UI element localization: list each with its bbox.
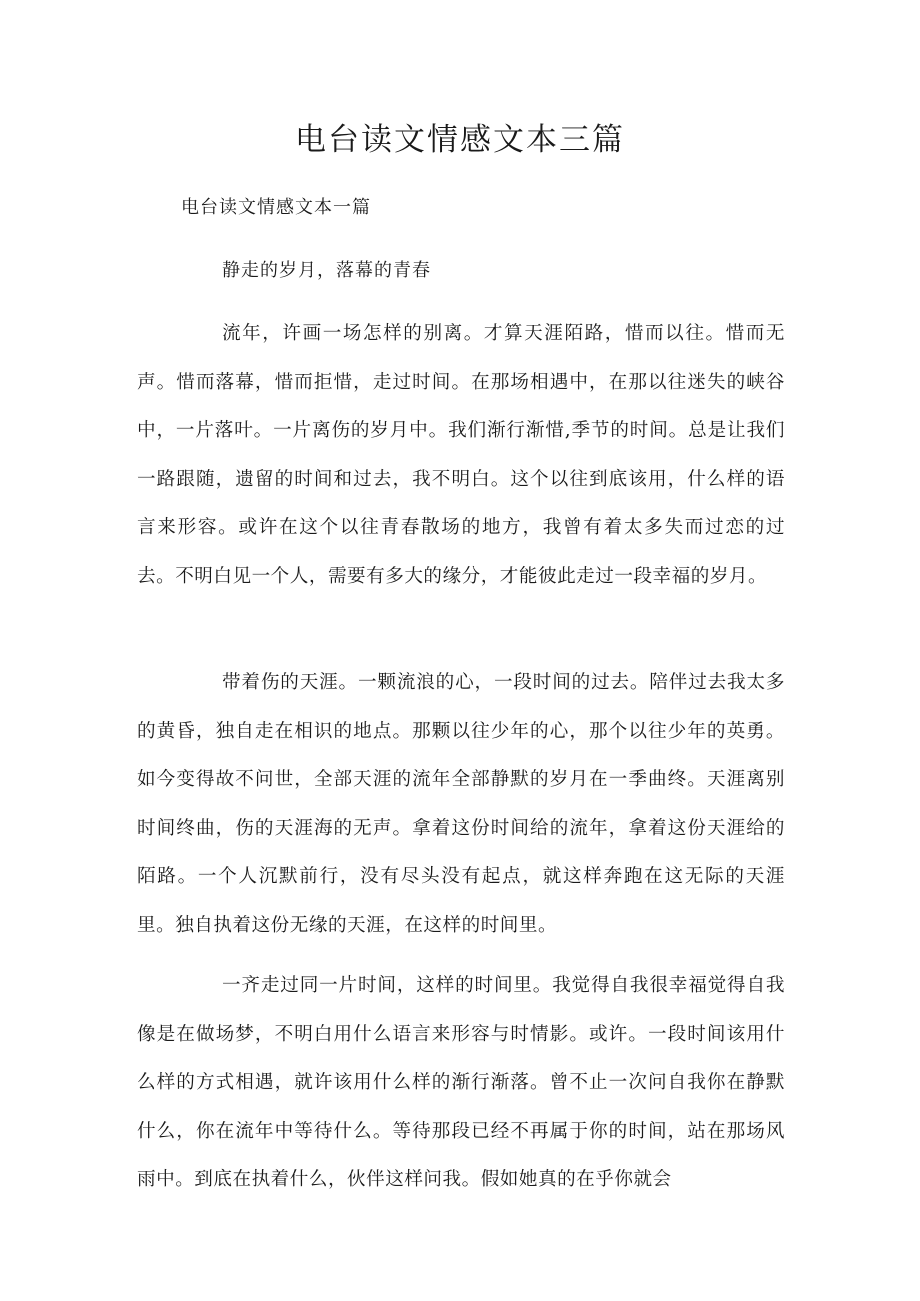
paragraph-3: 一齐走过同一片时间，这样的时间里。我觉得自我很幸福觉得自我像是在做场梦，不明白用什么语言来形容与时情影。或许。一段时间该用什么样的方式相遇，就许该用什么样的渐行渐落。曾不止一次问自我你在静默什么，你在流年中等待什么。等待那段已经不再属于你的时间，站在那场风雨中。到底在执着什么，伙伴这样问我。假如她真的在乎你就会 <box>137 975 785 1190</box>
document-title: 电台读文情感文本三篇 <box>295 122 625 158</box>
section-heading: 电台读文情感文本一篇 <box>181 197 371 218</box>
paragraph-2: 带着伤的天涯。一颗流浪的心，一段时间的过去。陪伴过去我太多的黄昏，独自走在相识的地点。那颗以往少年的心，那个以往少年的英勇。如今变得故不问世，全部天涯的流年全部静默的岁月在一季曲终。天涯离别时间终曲，伤的天涯海的无声。拿着这份时间给的流年，拿着这份天涯给的陌路。一个人沉默前行，没有尽头没有起点，就这样奔跑在这无际的天涯里。独自执着这份无缘的天涯，在这样的时间里。 <box>137 672 785 936</box>
paragraph-1: 流年，许画一场怎样的别离。才算天涯陌路，惜而以往。惜而无声。惜而落幕，惜而拒惜，走过时间。在那场相遇中，在那以往迷失的峡谷中，一片落叶。一片离伤的岁月中。我们渐行渐惜,季节的时间。总是让我们一路跟随，遗留的时间和过去，我不明白。这个以往到底该用，什么样的语言来形容。或许在这个以往青春散场的地方，我曾有着太多失而过恋的过去。不明白见一个人，需要有多大的缘分，才能彼此走过一段幸福的岁月。 <box>137 323 785 587</box>
article-subtitle: 静走的岁月，落幕的青春 <box>222 260 431 281</box>
